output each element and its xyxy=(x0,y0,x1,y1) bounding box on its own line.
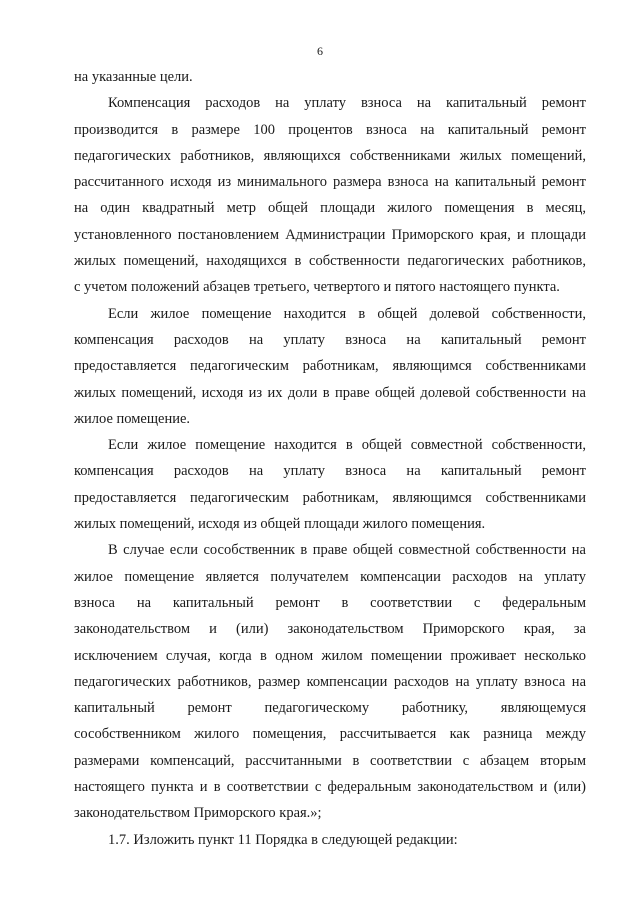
text-line: на один квадратный метр общей площади жилого помещения в месяц, xyxy=(74,200,586,217)
text-line: 1.7. Изложить пункт 11 Порядка в следующей редакции: xyxy=(108,831,458,848)
text-line: рассчитанного исходя из минимального размера взноса на капитальный ремонт xyxy=(74,174,586,191)
text-line: компенсация расходов на уплату взноса на капитальный ремонт xyxy=(74,463,586,480)
text-line: установленного постановлением Администрации Приморского края, и площади xyxy=(74,226,586,243)
text-line: педагогических работников, являющихся собственниками жилых помещений, xyxy=(74,147,586,164)
text-line: капитальный ремонт педагогическому работнику, являющемуся xyxy=(74,700,586,717)
paragraph xyxy=(74,432,586,537)
text-line: настоящего пункта и в соответствии с федеральным законодательством и (или) xyxy=(74,779,586,796)
text-line: Если жилое помещение находится в общей долевой собственности, xyxy=(108,305,586,322)
text-line: предоставляется педагогическим работникам, являющимся собственниками xyxy=(74,358,586,375)
paragraph xyxy=(74,301,586,432)
text-line: с учетом положений абзацев третьего, четвертого и пятого настоящего пункта. xyxy=(74,279,560,296)
text-line: на указанные цели. xyxy=(74,69,193,85)
text-line: жилое помещение является получателем компенсации расходов на уплату xyxy=(74,568,586,585)
text-line: исключением случая, когда в одном жилом помещении проживает несколько xyxy=(74,647,586,664)
text-line: взноса на капитальный ремонт в соответствии с федеральным xyxy=(74,594,586,611)
text-line: педагогических работников, размер компенсации расходов на уплату взноса на xyxy=(74,673,586,690)
text-line: Компенсация расходов на уплату взноса на капитальный ремонт xyxy=(108,95,586,112)
page-number: 6 xyxy=(317,44,323,58)
text-line: законодательством Приморского края.»; xyxy=(74,805,322,822)
paragraph xyxy=(74,90,586,300)
paragraph xyxy=(74,537,586,826)
text-line: жилых помещений, находящихся в собственности педагогических работников, xyxy=(74,253,586,270)
text-line: сособственником жилого помещения, рассчитывается как разница между xyxy=(74,726,586,743)
text-line: жилое помещение. xyxy=(74,410,191,427)
paragraph xyxy=(74,64,586,90)
text-line: законодательством и (или) законодательством Приморского края, за xyxy=(74,621,586,638)
text-line: компенсация расходов на уплату взноса на капитальный ремонт xyxy=(74,331,586,348)
text-line: В случае если сособственник в праве общей совместной собственности на xyxy=(108,542,586,559)
text-line: производится в размере 100 процентов взноса на капитальный ремонт xyxy=(74,121,586,138)
text-line: Если жилое помещение находится в общей совместной собственности, xyxy=(108,437,586,454)
paragraph xyxy=(74,827,586,853)
text-line: размерами компенсаций, рассчитанными в соответствии с абзацем вторым xyxy=(74,752,586,769)
text-line: жилых помещений, исходя из их доли в праве общей долевой собственности на xyxy=(74,384,586,401)
text-line: предоставляется педагогическим работникам, являющимся собственниками xyxy=(74,489,586,506)
document-body xyxy=(74,64,586,853)
text-line: жилых помещений, исходя из общей площади жилого помещения. xyxy=(74,516,486,533)
